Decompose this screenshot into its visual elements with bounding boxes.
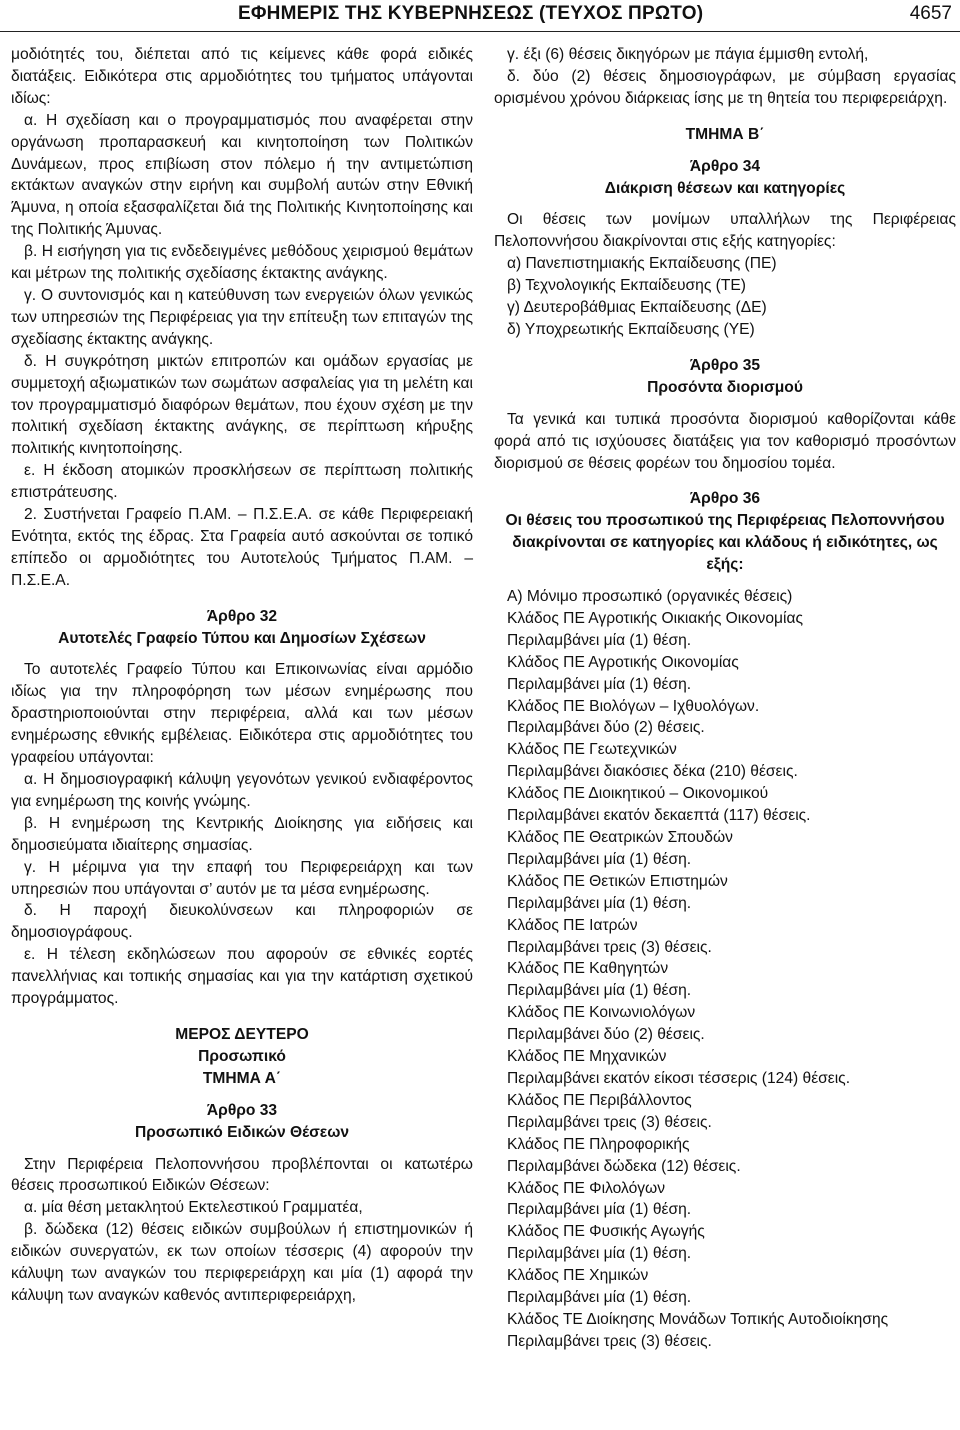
list-item: Περιλαμβάνει διακόσιες δέκα (210) θέσεις.: [507, 763, 798, 781]
list-item: Περιλαμβάνει μία (1) θέση.: [507, 1289, 692, 1307]
list-item: Κλάδος ΠΕ Περιβάλλοντος: [507, 1091, 692, 1109]
list-item: Κλάδος ΠΕ Φιλολόγων: [507, 1179, 666, 1197]
item-d: δ. Η συγκρότηση μικτών επιτροπών και ομάδων εργασίας με συμμετοχή αξιωματικών των σωμάτων ασφαλείας για τη μελέτη και τον προγραμματισμό διαφόρων θεμάτων, που έχουν σχέση με την πολιτική σχεδίαση έκτακτης ανάγκης, σε περίπτωση κήρυξης πολιτικής κινητοποίησης.: [11, 352, 473, 458]
list-item: Κλάδος ΠΕ Καθηγητών: [507, 960, 669, 978]
list-item: Κλάδος ΠΕ Αγροτικής Οικονομίας: [507, 653, 739, 671]
article-32-title: Αυτοτελές Γραφείο Τύπου και Δημοσίων Σχέσεων: [58, 629, 426, 647]
list-item: Κλάδος ΠΕ Φυσικής Αγωγής: [507, 1223, 705, 1241]
list-item: Κλάδος ΠΕ Πληροφορικής: [507, 1135, 690, 1153]
part-subtitle: Προσωπικό: [198, 1047, 286, 1065]
article-34-item-d: δ) Υποχρεωτικής Εκπαίδευσης (ΥΕ): [507, 320, 755, 338]
part-title: ΜΕΡΟΣ ΔΕΥΤΕΡΟ: [175, 1025, 309, 1043]
right-column: [494, 44, 956, 1353]
list-item: Περιλαμβάνει τρεις (3) θέσεις.: [507, 938, 712, 956]
list-item: Περιλαμβάνει δύο (2) θέσεις.: [507, 719, 705, 737]
list-item: Κλάδος ΠΕ Διοικητικού – Οικονομικού: [507, 785, 769, 803]
article-34-item-a: α) Πανεπιστημιακής Εκπαίδευσης (ΠΕ): [507, 255, 777, 273]
list-item: Κλάδος ΠΕ Θεατρικών Σπουδών: [507, 829, 733, 846]
article-34-item-c: γ) Δευτεροβάθμιας Εκπαίδευσης (ΔΕ): [507, 299, 767, 317]
list-item: Κλάδος ΠΕ Ιατρών: [507, 916, 638, 934]
page-header: [0, 0, 960, 32]
item-b: β. Η εισήγηση για τις ενδεδειγμένες μεθόδους χειρισμού θεμάτων και μέτρων της πολιτικής σχεδίασης έκτακτης ανάγκης.: [11, 243, 473, 283]
list-item: Κλάδος ΠΕ Αγροτικής Οικιακής Οικονομίας: [507, 609, 803, 627]
article-35-paragraph: Τα γενικά και τυπικά προσόντα διορισμού καθορίζονται κάθε φορά από τις ισχύουσες διατάξεις για τον καθορισμό προσόντων διορισμού σε θέσεις φορέων του δημοσίου τομέα.: [494, 410, 956, 472]
article-34-number: Άρθρο 34: [689, 157, 761, 175]
article-32-item-a: α. Η δημοσιογραφική κάλυψη γεγονότων γενικού ενδιαφέροντος για ενημέρωση της κοινής γνώμης.: [11, 771, 473, 810]
list-item: Περιλαμβάνει μία (1) θέση.: [507, 1245, 692, 1263]
article-34-paragraph: Οι θέσεις των μονίμων υπαλλήλων της Περιφέρειας Πελοποννήσου διακρίνονται στις εξής κατηγορίες:: [494, 211, 956, 251]
article-32-item-b: β. Η ενημέρωση της Κεντρικής Διοίκησης για ειδήσεις και δημοσιεύματα ιδιαίτερης σημασίας.: [11, 814, 473, 854]
article-35-number: Άρθρο 35: [689, 356, 761, 374]
article-36-number: Άρθρο 36: [689, 490, 761, 508]
article-33-item-a: α. μία θέση μετακλητού Εκτελεστικού Γραμματέα,: [24, 1199, 363, 1217]
article-33-title: Προσωπικό Ειδικών Θέσεων: [134, 1123, 350, 1141]
article-35-title: Προσόντα διορισμού: [647, 378, 803, 396]
list-item: Κλάδος ΠΕ Θετικών Επιστημών: [507, 872, 728, 890]
list-item: Περιλαμβάνει μία (1) θέση.: [507, 894, 692, 912]
list-item: Περιλαμβάνει δώδεκα (12) θέσεις.: [507, 1157, 741, 1175]
section-b-title: ΤΜΗΜΑ Β΄: [685, 125, 765, 143]
list-item: Κλάδος ΤΕ Διοίκησης Μονάδων Τοπικής Αυτοδιοίκησης: [507, 1310, 889, 1328]
item-c: γ. Ο συντονισμός και η κατεύθυνση των ενεργειών όλων γενικώς των υπηρεσιών της Περιφέρειας για την επίτευξη των επιταγών της σχεδίασης έκτακτης ανάγκης.: [11, 286, 473, 348]
intro-paragraph: μοδιότητές του, διέπεται από τις κείμενες κάθε φορά ειδικές διατάξεις. Ειδικότερα στις αρμοδιότητες του τμήματος υπάγονται ιδίως:: [11, 46, 473, 107]
item-2: 2. Συστήνεται Γραφείο Π.ΑΜ. – Π.Σ.Ε.Α. σε κάθε Περιφερειακή Ενότητα, εκτός της έδρας. Στα Γραφεία αυτό ασκούνται σε τοπικό επίπεδο οι αρμοδιότητες του Αυτοτελούς Τμήματος Π.ΑΜ. – Π.Σ.Ε.Α.: [11, 506, 473, 589]
item-e: ε. Η έκδοση ατομικών προσκλήσεων σε περίπτωση πολιτικής επιστράτευσης.: [11, 462, 473, 502]
article-36-title: Οι θέσεις του προσωπικού της Περιφέρειας Πελοποννήσου διακρίνονται σε κατηγορίες και κλάδους ή ειδικότητες, ως εξής:: [505, 512, 945, 574]
article-34-item-b: β) Τεχνολογικής Εκπαίδευσης (ΤΕ): [507, 277, 746, 295]
list-item: Κλάδος ΠΕ Γεωτεχνικών: [507, 741, 677, 759]
article-32-item-d: δ. Η παροχή διευκολύνσεων και πληροφοριών σε δημοσιογράφους.: [11, 902, 473, 942]
page-number: 4657: [909, 3, 952, 24]
list-item: Περιλαμβάνει εκατόν είκοσι τέσσερις (124) θέσεις.: [507, 1069, 851, 1087]
article-36-list: [494, 586, 956, 1353]
article-32-paragraph: Το αυτοτελές Γραφείο Τύπου και Επικοινωνίας είναι αρμόδιο ιδίως για την πληροφόρηση των μέσων ενημέρωσης που δραστηριοποιούνται στην περιφέρεια, αλλά και των μέσων ενημέρωσης εθνικής εμβέλειας. Ειδικότερα στις αρμοδιότητες του γραφείου υπάγονται:: [11, 661, 473, 767]
list-item: Περιλαμβάνει τρεις (3) θέσεις.: [507, 1332, 712, 1350]
article-32-item-e: ε. Η τέλεση εκδηλώσεων που αφορούν σε εθνικές εορτές πανελλήνιας και τοπικής σημασίας και για την κατάρτιση σχετικού προγράμματος.: [11, 946, 473, 1008]
list-item: Κλάδος ΠΕ Κοινωνιολόγων: [507, 1004, 696, 1022]
article-32-number: Άρθρο 32: [206, 607, 278, 625]
list-item: Α) Μόνιμο προσωπικό (οργανικές θέσεις): [507, 588, 793, 606]
list-item: Κλάδος ΠΕ Μηχανικών: [507, 1048, 667, 1066]
list-item: Περιλαμβάνει μία (1) θέση.: [507, 982, 692, 1000]
gazette-title: ΕΦΗΜΕΡΙΣ ΤΗΣ ΚΥΒΕΡΝΗΣΕΩΣ (ΤΕΥΧΟΣ ΠΡΩΤΟ): [238, 3, 704, 24]
article-32-item-c: γ. Η μέριμνα για την επαφή του Περιφερειάρχη και των υπηρεσιών που υπάγονται σ’ αυτόν με τα μέσα ενημέρωσης.: [11, 858, 473, 898]
list-item: Περιλαμβάνει δύο (2) θέσεις.: [507, 1026, 705, 1044]
header-divider: [0, 31, 960, 32]
list-item: Περιλαμβάνει εκατόν δεκαεπτά (117) θέσεις.: [507, 807, 811, 825]
section-a-title: ΤΜΗΜΑ Α΄: [202, 1069, 282, 1087]
list-item: Περιλαμβάνει μία (1) θέση.: [507, 1201, 692, 1219]
list-item: Περιλαμβάνει μία (1) θέση.: [507, 631, 692, 649]
article-33-item-d: δ. δύο (2) θέσεις δημοσιογράφων, με σύμβαση εργασίας ορισμένου χρόνου διάρκειας ίσης με τη θητεία του περιφερειάρχη.: [494, 67, 956, 107]
article-33-item-c: γ. έξι (6) θέσεις δικηγόρων με πάγια έμμισθη εντολή,: [507, 46, 869, 63]
list-item: Περιλαμβάνει μία (1) θέση.: [507, 675, 692, 693]
list-item: Περιλαμβάνει τρεις (3) θέσεις.: [507, 1113, 712, 1131]
list-item: Κλάδος ΠΕ Βιολόγων – Ιχθυολόγων.: [507, 697, 760, 715]
article-33-item-b: β. δώδεκα (12) θέσεις ειδικών συμβούλων ή επιστημονικών ή ειδικών συνεργατών, εκ των οποίων τέσσερις (4) αφορούν την κάλυψη των αναγκών του περιφερειάρχη και μία (1) αφορά την κάλυψη των αναγκών καθενός αντιπεριφερειάρχη,: [11, 1221, 473, 1304]
article-33-number: Άρθρο 33: [206, 1101, 278, 1119]
list-item: Κλάδος ΠΕ Χημικών: [507, 1267, 649, 1285]
article-33-paragraph: Στην Περιφέρεια Πελοποννήσου προβλέπονται οι κατωτέρω θέσεις προσωπικού Ειδικών Θέσεων:: [11, 1155, 473, 1195]
item-a: α. Η σχεδίαση και ο προγραμματισμός που αναφέρεται στην οργάνωση προπαρασκευή και κινητοποίηση των Πολιτικών Δυνάμεων, προς επιβίωση στον πόλεμο ή την αντιμετώπιση εκτάκτων αναγκών στην ειρήνη και συμβολή αυτών στην Εθνική Άμυνα, η οποία εξασφαλίζεται διά της Πολιτικής Κινητοποίησης και της Πολιτικής Άμυνας.: [11, 111, 473, 239]
left-column: [11, 44, 473, 1307]
list-item: Περιλαμβάνει μία (1) θέση.: [507, 850, 692, 868]
article-34-title: Διάκριση θέσεων και κατηγορίες: [604, 179, 846, 197]
